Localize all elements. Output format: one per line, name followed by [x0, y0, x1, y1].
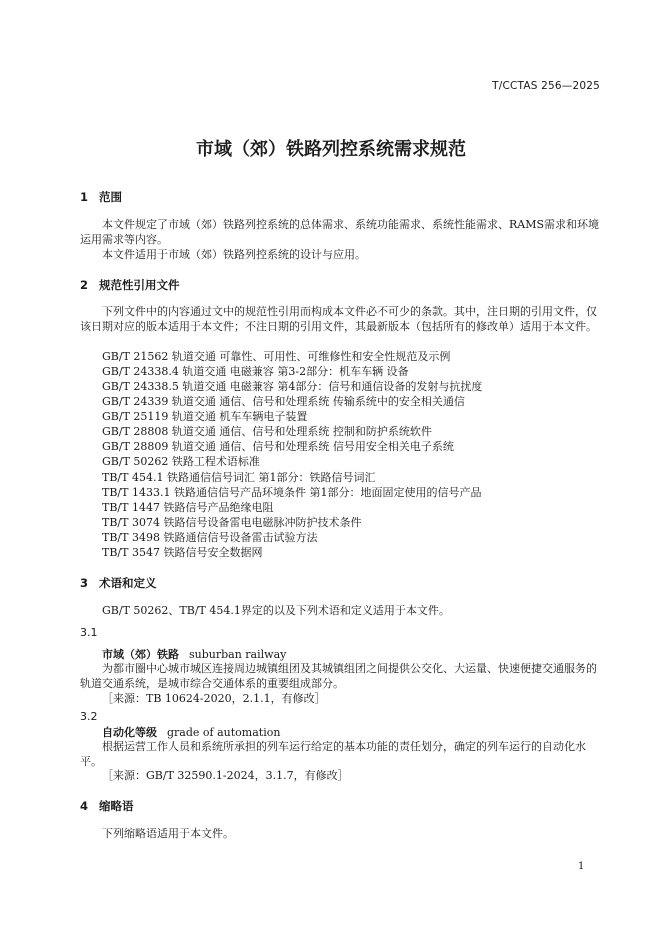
term-number: 3.2	[80, 710, 98, 723]
scope-paragraph-2: 本文件适用于市域（郊）铁路列控系统的设计与应用。	[102, 248, 366, 261]
section-title: 术语和定义	[99, 576, 157, 590]
reference-item: GB/T 24338.5 轨道交通 电磁兼容 第4部分：信号和通信设备的发射与抗扰度	[102, 380, 483, 393]
normative-references-intro: 下列文件中的内容通过文中的规范性引用而构成本文件必不可少的条款。其中，注日期的引用文件，仅该日期对应的版本适用于本文件；不注日期的引用文件，其最新版本（包括所有的修改单）适用于本文件。	[80, 305, 597, 333]
reference-item: TB/T 3547 铁路信号安全数据网	[102, 546, 263, 559]
term-definition: 根据运营工作人员和系统所承担的列车运行给定的基本功能的责任划分，确定的列车运行的自动化水平。	[80, 740, 586, 768]
reference-item: TB/T 454.1 铁路通信信号词汇 第1部分：铁路信号词汇	[102, 471, 376, 484]
abbreviations-intro: 下列缩略语适用于本文件。	[102, 827, 234, 840]
reference-item: TB/T 1433.1 铁路通信信号产品环境条件 第1部分：地面固定使用的信号产品	[102, 486, 482, 499]
section-3-heading	[80, 575, 157, 591]
term-number: 3.1	[80, 626, 98, 639]
term-name-zh: 自动化等级	[102, 726, 157, 739]
section-4-heading	[80, 798, 134, 814]
section-number: 1	[80, 190, 89, 204]
page-number: 1	[578, 861, 585, 872]
term-name-en: grade of automation	[167, 726, 281, 739]
section-title: 缩略语	[99, 799, 134, 813]
section-number: 3	[80, 576, 89, 590]
section-number: 4	[80, 799, 89, 813]
section-2-heading	[80, 277, 180, 293]
reference-item: GB/T 24338.4 轨道交通 电磁兼容 第3-2部分：机车车辆 设备	[102, 365, 409, 378]
terms-intro: GB/T 50262、TB/T 454.1界定的以及下列术语和定义适用于本文件。	[102, 604, 450, 617]
term-source: ［来源：GB/T 32590.1-2024，3.1.7，有修改］	[102, 769, 349, 782]
standard-number: T/CCTAS 256—2025	[492, 80, 600, 92]
scope-paragraph-1: 本文件规定了市域（郊）铁路列控系统的总体需求、系统功能需求、系统性能需求、RAMS需求和环境运用需求等内容。	[80, 218, 600, 246]
section-1-heading	[80, 189, 122, 205]
term-heading	[102, 646, 286, 662]
reference-item: GB/T 50262 铁路工程术语标准	[102, 455, 260, 468]
term-definition: 为都市圈中心城市城区连接周边城镇组团及其城镇组团之间提供公交化、大运量、快速便捷交通服务的轨道交通系统，是城市综合交通体系的重要组成部分。	[80, 662, 597, 690]
reference-item: GB/T 21562 轨道交通 可靠性、可用性、可维修性和安全性规范及示例	[102, 350, 451, 363]
reference-item: TB/T 1447 铁路信号产品绝缘电阻	[102, 501, 274, 514]
reference-item: TB/T 3498 铁路通信信号设备雷击试验方法	[102, 531, 318, 544]
term-heading	[102, 724, 280, 740]
term-name-zh: 市域（郊）铁路	[102, 648, 179, 661]
term-source: ［来源：TB 10624-2020，2.1.1，有修改］	[102, 692, 326, 705]
section-title: 范围	[99, 190, 122, 204]
reference-item: GB/T 28808 轨道交通 通信、信号和处理系统 控制和防护系统软件	[102, 425, 432, 438]
reference-item: GB/T 24339 轨道交通 通信、信号和处理系统 传输系统中的安全相关通信	[102, 395, 465, 408]
document-title: 市域（郊）铁路列控系统需求规范	[196, 139, 466, 160]
term-name-en: suburban railway	[189, 648, 287, 661]
section-title: 规范性引用文件	[99, 278, 180, 292]
reference-item: GB/T 28809 轨道交通 通信、信号和处理系统 信号用安全相关电子系统	[102, 440, 454, 453]
reference-item: TB/T 3074 铁路信号设备雷电电磁脉冲防护技术条件	[102, 516, 362, 529]
reference-item: GB/T 25119 轨道交通 机车车辆电子装置	[102, 410, 308, 423]
section-number: 2	[80, 278, 89, 292]
